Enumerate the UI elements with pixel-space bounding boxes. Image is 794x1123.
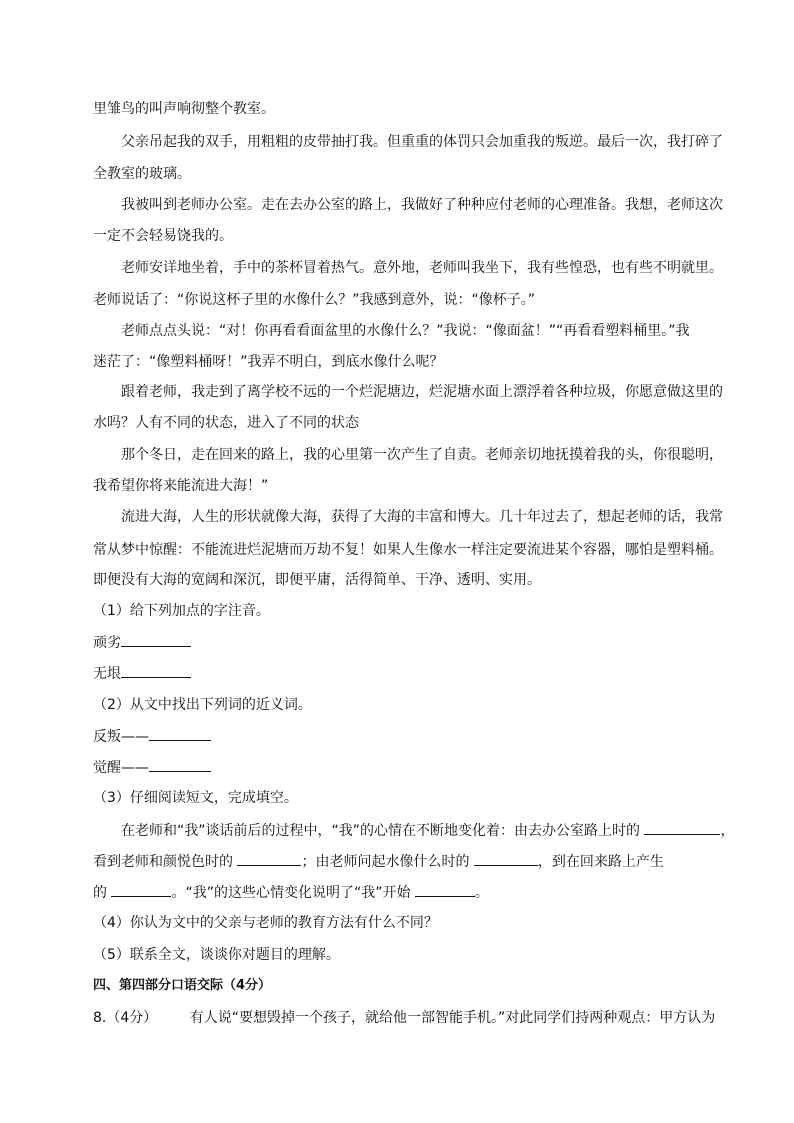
- question-2-prompt: （2）从文中找出下列词的近义词。: [93, 697, 312, 713]
- question-3-text: 。: [474, 885, 489, 901]
- question-4: （4）你认为文中的父亲与老师的教育方法有什么不同？: [93, 915, 438, 931]
- question-8-text: 有人说“要想毁掉一个孩子，就给他一部智能手机。”对此同学们持两种观点：甲方认为: [189, 1010, 716, 1026]
- passage-line: 水吗？人有不同的状态，进入了不同的状态: [93, 415, 359, 431]
- passage-line: 常从梦中惊醒：不能流进烂泥塘而万劫不复！如果人生像水一样注定要流进某个容器，哪怕是塑料桶。: [93, 542, 723, 558]
- passage-line: 老师点点头说：“对！你再看看面盆里的水像什么？”我说：“像面盆！”“再看看塑料桶里。”我: [121, 323, 690, 339]
- answer-blank[interactable]: [149, 757, 211, 772]
- question-3-line: [93, 882, 489, 903]
- question-1-item: [93, 632, 191, 653]
- question-3-text: 的: [93, 885, 107, 901]
- answer-blank[interactable]: [111, 882, 171, 897]
- passage-line: 迷茫了：“像塑料桶呀！”我弄不明白，到底水像什么呢？: [93, 354, 444, 370]
- question-3-text: ；由老师问起水像什么时的: [301, 854, 470, 870]
- answer-blank[interactable]: [415, 882, 475, 897]
- question-2-item-word: 反叛——: [93, 729, 149, 745]
- passage-line: 跟着老师，我走到了离学校不远的一个烂泥塘边，烂泥塘水面上漂浮着各种垃圾，你愿意做这里的: [121, 384, 723, 400]
- answer-blank[interactable]: [149, 726, 211, 741]
- passage-line: 我希望你将来能流进大海！”: [93, 478, 269, 494]
- answer-blank[interactable]: [644, 820, 720, 835]
- passage-line: 里雏鸟的叫声响彻整个教室。: [93, 101, 275, 117]
- passage-line: 老师说话了：“你说这杯子里的水像什么？”我感到意外，说：“像杯子。”: [93, 292, 536, 308]
- question-3-line: [93, 851, 664, 872]
- question-3-text: 在老师和“我”谈话前后的过程中，“我”的心情在不断地变化着：由去办公室路上时的: [121, 823, 641, 839]
- question-3-prompt: （3）仔细阅读短文，完成填空。: [93, 790, 298, 806]
- question-2-item-word: 觉醒——: [93, 760, 149, 776]
- question-2-item: [93, 757, 211, 778]
- passage-line: 一定不会轻易饶我的。: [93, 228, 233, 244]
- question-2-item: [93, 726, 211, 747]
- question-3-text: 看到老师和颜悦色时的: [93, 854, 233, 870]
- answer-blank[interactable]: [121, 632, 191, 647]
- answer-blank[interactable]: [237, 851, 301, 866]
- answer-blank[interactable]: [121, 663, 191, 678]
- question-1-prompt: （1）给下列加点的字注音。: [93, 603, 270, 619]
- passage-line: 父亲吊起我的双手，用粗粗的皮带抽打我。但重重的体罚只会加重我的叛逆。最后一次，我打碎了: [121, 134, 723, 150]
- section-heading: 四、第四部分口语交际（4分）: [93, 978, 272, 993]
- passage-line: 我被叫到老师办公室。走在去办公室的路上，我做好了种种应付老师的心理准备。我想，老师这次: [121, 197, 723, 213]
- question-8: [93, 1008, 715, 1028]
- passage-line: 流进大海，人生的形状就像大海，获得了大海的丰富和博大。几十年过去了，想起老师的话，我常: [121, 509, 723, 525]
- passage-line: 全教室的玻璃。: [93, 166, 191, 182]
- question-1-item-word: 无垠: [93, 666, 121, 682]
- question-3-text: 。“我”的这些心情变化说明了“我”开始: [171, 885, 411, 901]
- passage-line: 即便没有大海的宽阔和深沉，即便平庸，活得简单、干净、透明、实用。: [93, 572, 541, 588]
- question-3-text: ，: [720, 823, 735, 839]
- question-8-number: 8.（4分）: [93, 1010, 158, 1026]
- question-3-text: ，到在回来路上产生: [537, 854, 664, 870]
- question-1-item-word: 顽劣: [93, 635, 121, 651]
- question-3-line: [121, 820, 734, 841]
- question-5: （5）联系全文，谈谈你对题目的理解。: [93, 947, 340, 963]
- question-1-item: [93, 663, 191, 684]
- answer-blank[interactable]: [474, 851, 538, 866]
- passage-line: 那个冬日，走在回来的路上，我的心里第一次产生了自责。老师亲切地抚摸着我的头，你很聪明，: [121, 447, 723, 463]
- passage-line: 老师安详地坐着，手中的茶杯冒着热气。意外地，老师叫我坐下，我有些惶恐，也有些不明就里。: [121, 260, 723, 276]
